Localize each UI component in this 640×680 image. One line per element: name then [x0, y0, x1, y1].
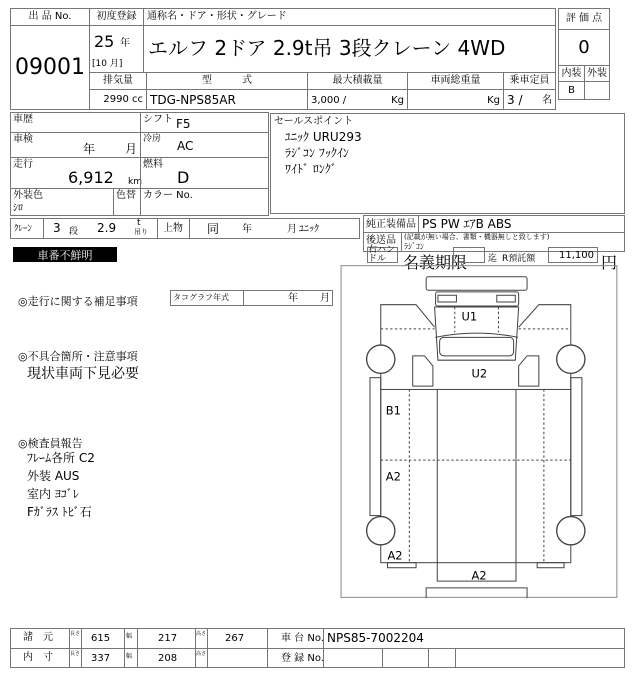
exterior-grade: [584, 81, 610, 100]
vehicle-damage-diagram: [340, 265, 625, 598]
reg-month: [10 月]: [92, 59, 123, 69]
grille: [436, 292, 519, 306]
length-label: 長さ: [70, 631, 81, 637]
inspection-label: 車検: [13, 134, 33, 145]
shift: F5: [176, 117, 191, 131]
damage-mark: A2: [471, 568, 487, 583]
shift-label: シフト: [143, 114, 173, 125]
inspection-cell: [10, 132, 141, 158]
later-note: (記載が無い場合、書類・機器無しと致します): [404, 233, 550, 241]
mileage-unit: km: [128, 177, 142, 187]
color-cell: [10, 188, 114, 216]
left-side-rail: [370, 378, 381, 516]
capacity-label: 乗車定員: [503, 72, 556, 90]
gross-weight-unit: Kg: [487, 95, 500, 106]
chassis-number: NPS85-7002204: [327, 631, 424, 645]
defects: 現状車両下見必要: [27, 366, 139, 382]
width-label: 幅: [126, 633, 133, 640]
inner-dims-label: 内 寸: [23, 652, 53, 663]
shift-cell: [140, 112, 269, 133]
color: ｼﾛ: [13, 203, 23, 214]
damage-mark: U2: [471, 366, 488, 381]
ac: AC: [177, 139, 194, 153]
displacement: 2990 cc: [89, 89, 147, 110]
displacement-label: 排気量: [89, 72, 147, 90]
equipment: PS PW ｴｱB ABS: [422, 217, 512, 231]
crane-tons: 2.9: [97, 221, 117, 235]
wheel-front-right: [557, 345, 585, 373]
gross-weight-cell: [407, 89, 504, 110]
crane-stages: 3: [53, 221, 61, 235]
crane-year: 年: [242, 224, 252, 235]
capacity: 3 /: [507, 93, 523, 107]
mileage-label: 走行: [13, 159, 33, 170]
crane-row: [10, 218, 360, 239]
wheel-rear-left: [367, 517, 395, 545]
sales-points: [270, 113, 625, 214]
capacity-cell: [503, 89, 556, 110]
interior-grade: B: [558, 81, 585, 100]
damage-mark: U1: [461, 309, 478, 324]
max-load-label: 最大積載量: [307, 72, 408, 90]
crane-month: 月: [287, 224, 297, 235]
headlight-right: [497, 295, 516, 302]
plate-unclear-badge: 車番不鮮明: [13, 247, 117, 262]
inner-length: 337: [91, 653, 111, 664]
score-value: 0: [558, 29, 610, 66]
lot-number: 09001: [10, 25, 90, 110]
wheel-rear-right: [557, 517, 585, 545]
outer-dims-label: 諸 元: [23, 632, 53, 643]
damage-mark: A2: [385, 469, 401, 484]
mileage-cell: [10, 157, 141, 189]
sales-point: ﾜｲﾄﾞ ﾛﾝｸﾞ: [285, 162, 337, 176]
inspector-line: ﾌﾚｰﾑ各所 C2: [27, 451, 95, 465]
capacity-unit: 名: [542, 95, 552, 106]
inspector-line: 室内 ﾖｺﾞﾚ: [27, 487, 79, 501]
wheel-front-left: [367, 345, 395, 373]
equipment-label: 純正装備品: [366, 219, 416, 230]
model-label: 型 式: [146, 72, 308, 90]
reg-year: 25: [94, 32, 115, 51]
front-bumper: [426, 277, 527, 290]
sales-point: ﾗｼﾞｺﾝ ﾌｯｸｲﾝ: [285, 146, 349, 160]
headlight-left: [438, 295, 457, 302]
tachograph-box: [170, 290, 333, 306]
crane-maker: ﾕﾆｯｸ: [299, 224, 319, 235]
sales-point: ﾕﾆｯｸ URU293: [285, 130, 362, 144]
registration-label: 登 録 No.: [281, 653, 324, 664]
lift-unit: 吊り: [134, 228, 148, 236]
max-load-unit: Kg: [391, 95, 404, 106]
gross-weight-label: 車両総重量: [407, 72, 504, 90]
first-reg-label: 初度登録: [89, 8, 144, 26]
fuel-cell: [140, 157, 269, 189]
interior-label: 内装: [558, 65, 585, 82]
ac-cell: [140, 132, 269, 158]
tachograph-month: 月: [320, 293, 330, 304]
first-reg-cell: [89, 25, 144, 73]
right-side-rail: [571, 378, 582, 516]
inner-width: 208: [158, 653, 178, 664]
color-label: 外装色: [13, 190, 43, 201]
fuel-label: 燃料: [143, 159, 163, 170]
tachograph-year: 年: [288, 293, 298, 304]
year-unit: 年: [120, 38, 130, 49]
fuel: D: [177, 168, 190, 187]
chassis-label: 車 台 No.: [281, 633, 324, 644]
upper-label: 上物: [163, 223, 183, 234]
outer-length: 615: [91, 633, 111, 644]
specs-table: [10, 628, 625, 668]
name-label: 通称名・ドア・形状・グレード: [143, 8, 556, 26]
length-label: 長さ: [70, 651, 81, 657]
history-label: 車歴: [10, 112, 141, 133]
defects-label: ◎不具合箇所・注意事項: [18, 350, 138, 363]
crane-label: ｸﾚｰﾝ: [14, 224, 33, 234]
height-label: 高さ: [196, 651, 207, 657]
crane-same: 同: [207, 222, 220, 236]
ac-label: 冷房: [143, 134, 162, 144]
vehicle-title: エルフ 2ドア 2.9t吊 3段クレーン 4WD: [148, 36, 506, 60]
ton-unit: t: [137, 218, 141, 228]
inspector-report-label: ◎検査員報告: [18, 437, 83, 450]
tachograph-label: タコグラフ年式: [171, 291, 244, 305]
inspection-year: 年: [83, 142, 96, 156]
title-deadline-label: 名義期限: [403, 253, 468, 272]
inspector-line: 外装 AUS: [27, 469, 80, 483]
recycle-fee: 11,100: [548, 247, 598, 263]
equipment-row: [363, 215, 625, 233]
color-change-label: 色替: [113, 188, 141, 216]
yen-unit: 円: [601, 253, 618, 272]
width-label: 幅: [126, 653, 133, 660]
inspection-month: 月: [125, 142, 138, 156]
height-label: 高さ: [196, 631, 207, 637]
until-label: 迄: [488, 254, 498, 264]
later-value: ﾗｼﾞｺﾝ: [404, 242, 424, 251]
lot-label: 出 品 No.: [10, 8, 90, 26]
title-deadline-box: [453, 247, 485, 263]
rear-bumper: [426, 588, 527, 598]
handle-side: 右ハンドル: [367, 247, 398, 263]
stage-unit: 段: [69, 227, 79, 237]
title-cell: [143, 25, 556, 73]
sales-points-label: セールスポイント: [274, 116, 354, 127]
driving-notes-label: ◎走行に関する補足事項: [18, 295, 138, 308]
recycle-label: R預託額: [502, 254, 536, 264]
damage-mark: A2: [387, 548, 403, 563]
later-label: 後送品: [366, 235, 396, 246]
mileage: 6,912: [68, 168, 114, 187]
diagram-frame: [341, 266, 617, 598]
score-label: 評 価 点: [558, 8, 610, 30]
max-load-cell: [307, 89, 408, 110]
model: TDG-NPS85AR: [146, 89, 308, 110]
max-load: 3,000 /: [311, 95, 347, 106]
outer-height: 267: [225, 633, 245, 644]
inspector-line: Fｶﾞﾗｽ ﾄﾋﾞ石: [27, 505, 92, 519]
outer-width: 217: [158, 633, 178, 644]
windshield: [440, 337, 514, 356]
rear-frame: [437, 389, 516, 581]
exterior-label: 外装: [584, 65, 610, 82]
damage-mark: B1: [385, 403, 401, 418]
color-no-label: カラー No.: [140, 188, 269, 216]
